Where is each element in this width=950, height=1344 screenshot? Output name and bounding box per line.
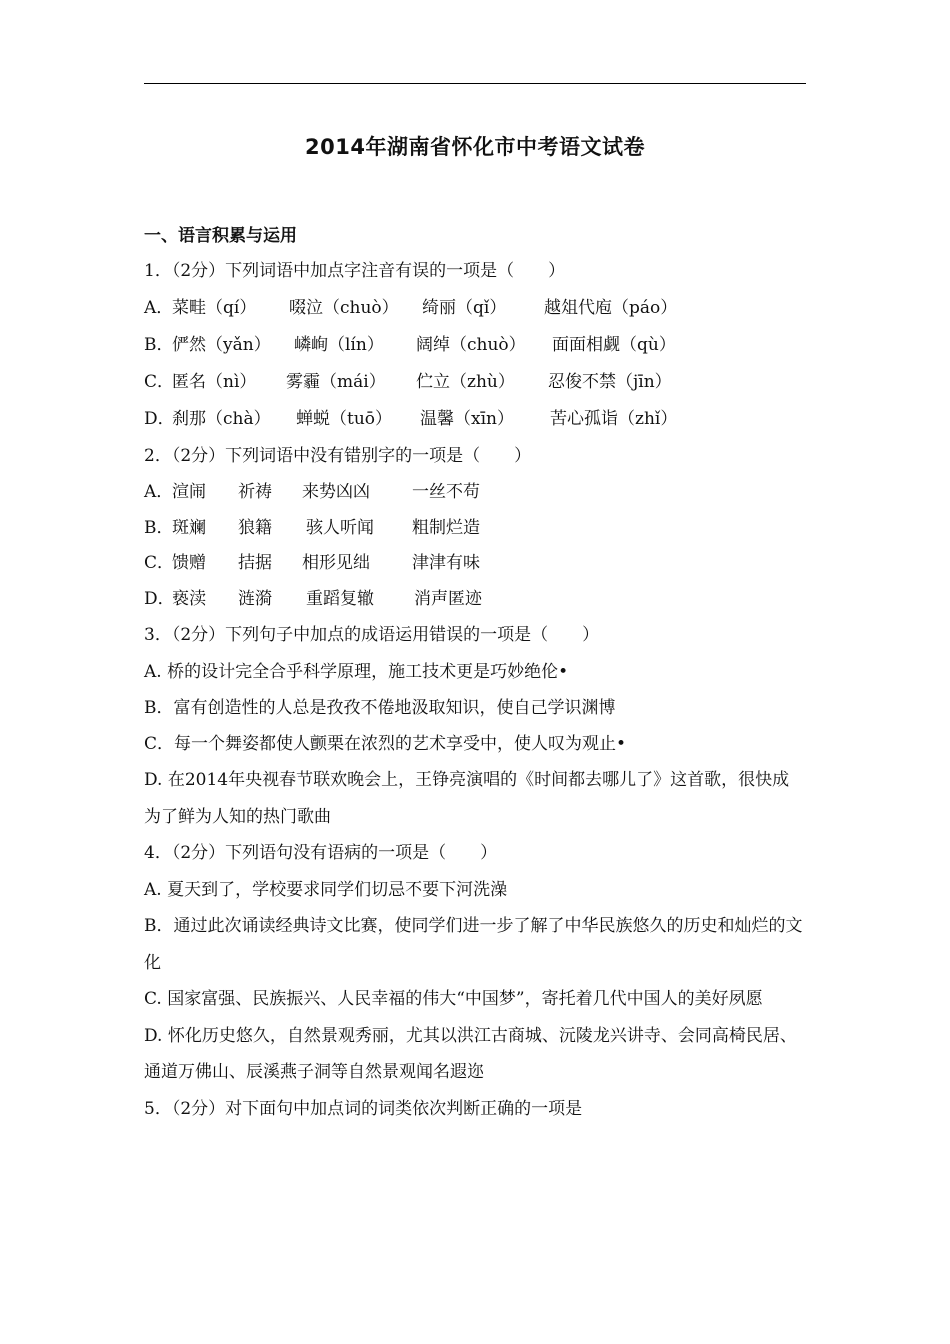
option-item: 消声匿迹 — [414, 588, 482, 609]
question-3-option-b: B．富有创造性的人总是孜孜不倦地汲取知识，使自己学识渊博 — [144, 698, 616, 718]
option-item: 津津有味 — [412, 553, 480, 573]
question-3-option-c: C．每一个舞姿都使人颤栗在浓烈的艺术享受中，使人叹为观止• — [144, 734, 627, 754]
question-1-option-a — [144, 290, 806, 327]
header-rule — [144, 83, 806, 84]
option-letter: C． — [144, 372, 175, 392]
option-letter: C． — [144, 553, 175, 573]
question-2-stem: 2．（2分）下列词语中没有错别字的一项是（ ） — [144, 446, 532, 466]
option-item: 祈祷 — [238, 482, 272, 502]
option-item: 蝉蜕（tuō） — [296, 409, 393, 429]
option-item: 俨然（yǎn） — [172, 335, 271, 355]
question-1-stem: 1．（2分）下列词语中加点字注音有误的一项是（ ） — [144, 261, 566, 281]
option-item: 粗制烂造 — [412, 517, 480, 538]
option-item: 斑斓 — [172, 517, 206, 538]
option-letter: D． — [144, 588, 175, 609]
question-2-option-b — [144, 511, 806, 547]
option-item: 阔绰（chuò） — [416, 335, 526, 355]
option-item: 越俎代庖（páo） — [544, 298, 678, 318]
question-5-stem: 5．（2分）对下面句中加点词的词类依次判断正确的一项是 — [144, 1098, 583, 1119]
option-item: 菜畦（qí） — [172, 298, 257, 318]
question-3-option-a: A. 桥的设计完全合乎科学原理，施工技术更是巧妙绝伦• — [144, 662, 569, 682]
option-item: 重蹈复辙 — [306, 588, 374, 609]
option-item: 雾霾（mái） — [286, 372, 386, 392]
question-4-option-a: A. 夏天到了，学校要求同学们切忌不要下河洗澡 — [144, 880, 508, 900]
question-2-option-a — [144, 475, 806, 511]
page-title: 2014年湖南省怀化市中考语文试卷 — [305, 135, 645, 159]
question-4-option-c: C. 国家富强、民族振兴、人民幸福的伟大“中国梦”，寄托着几代中国人的美好夙愿 — [144, 989, 763, 1009]
option-item: 来势凶凶 — [302, 482, 370, 502]
option-item: 狼籍 — [238, 517, 272, 538]
option-item: 相形见绌 — [302, 553, 370, 573]
exam-content — [144, 221, 806, 1128]
option-item: 匿名（nì） — [172, 372, 257, 392]
option-letter: D． — [144, 409, 175, 429]
question-4-stem: 4．（2分）下列语句没有语病的一项是（ ） — [144, 843, 498, 863]
option-item: 伫立（zhù） — [416, 372, 515, 392]
option-letter: A． — [144, 482, 174, 502]
option-letter: A． — [144, 298, 174, 318]
option-item: 涟漪 — [238, 588, 272, 609]
option-item: 骇人听闻 — [306, 517, 374, 538]
option-item: 温馨（xīn） — [420, 409, 514, 429]
option-item: 拮据 — [238, 553, 272, 573]
option-letter: B． — [144, 335, 174, 355]
question-4-option-b: B．通过此次诵读经典诗文比赛，使同学们进一步了解了中华民族悠久的历史和灿烂的文化 — [144, 916, 803, 973]
option-item: 刹那（chà） — [172, 409, 271, 429]
question-1-option-b — [144, 327, 806, 364]
option-item: 啜泣（chuò） — [289, 298, 399, 318]
option-item: 馈赠 — [172, 553, 206, 573]
option-item: 一丝不苟 — [412, 482, 480, 502]
question-4-option-d: D. 怀化历史悠久，自然景观秀丽，尤其以洪江古商城、沅陵龙兴讲寺、会同高椅民居、通道万佛山、辰溪燕子洞等自然景观闻名遐迩 — [144, 1025, 797, 1082]
option-item: 苦心孤诣（zhǐ） — [550, 409, 678, 429]
question-1-option-d — [144, 401, 806, 438]
question-2-option-c — [144, 546, 806, 582]
option-item: 面面相觑（qù） — [552, 335, 676, 355]
option-letter: B． — [144, 517, 174, 538]
option-item: 绮丽（qǐ） — [422, 298, 507, 318]
question-2-option-d — [144, 582, 806, 618]
option-item: 亵渎 — [172, 588, 206, 609]
question-1-option-c — [144, 364, 806, 401]
option-item: 嶙峋（lín） — [294, 335, 384, 355]
option-item: 渲闹 — [172, 482, 206, 502]
question-3-stem: 3．（2分）下列句子中加点的成语运用错误的一项是（ ） — [144, 625, 600, 645]
option-item: 忍俊不禁（jīn） — [548, 372, 672, 392]
section-heading: 一、语言积累与运用 — [144, 226, 297, 246]
question-3-option-d: D. 在2014年央视春节联欢晚会上，王铮亮演唱的《时间都去哪儿了》这首歌，很快成为了鲜为人知的热门歌曲 — [144, 770, 790, 827]
